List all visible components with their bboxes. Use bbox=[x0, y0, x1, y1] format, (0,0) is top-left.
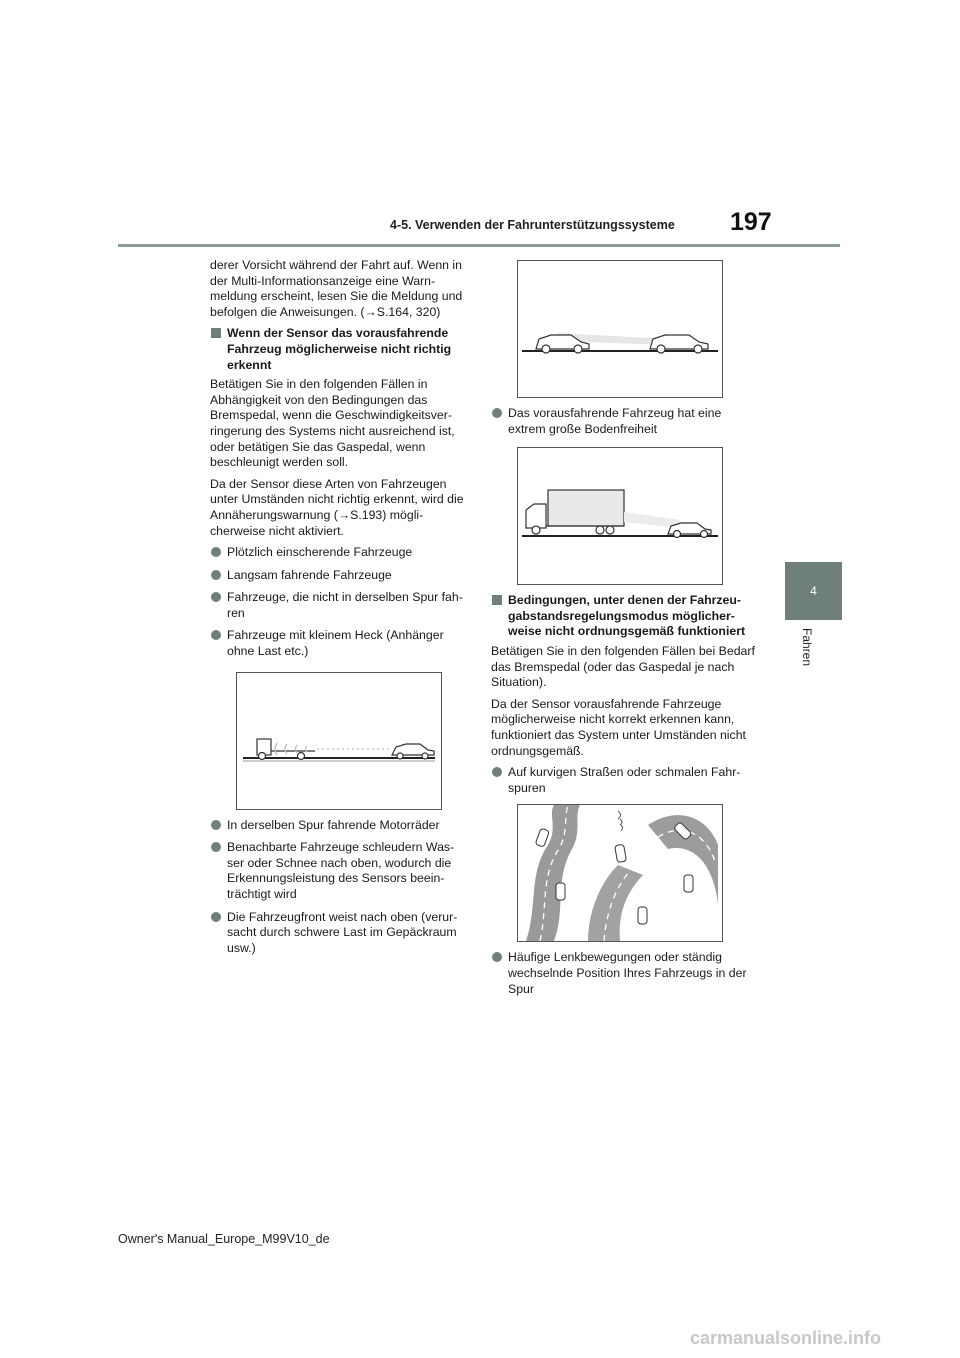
page-header-title: 4-5. Verwenden der Fahrunterstützungssysteme bbox=[390, 218, 675, 232]
bullet-icon bbox=[211, 547, 221, 557]
list-item bbox=[491, 765, 756, 796]
illustration-curves bbox=[517, 804, 723, 942]
list-item bbox=[210, 910, 468, 957]
paragraph: Betätigen Sie in den folgenden Fällen in Abhängigkeit von den Bedingungen das Bremspedal, wenn die Geschwindigkeitsver-ringerung des Systems nicht ausreichend ist, oder betätigen Sie das Gaspedal, wenn beschleunigt werden soll. bbox=[210, 377, 455, 470]
list-item-text: Häufige Lenkbewegungen oder ständig wechselnde Position Ihres Fahrzeugs in der Spur bbox=[508, 950, 747, 996]
bullet-icon bbox=[211, 570, 221, 580]
chapter-tab[interactable]: 4 bbox=[785, 562, 842, 620]
list-item bbox=[210, 628, 468, 659]
illustration-truck bbox=[517, 447, 723, 585]
bullet-icon bbox=[492, 408, 502, 418]
list-item-text: In derselben Spur fahrende Motorräder bbox=[227, 817, 440, 832]
left-column bbox=[210, 258, 468, 963]
paragraph: Da der Sensor vorausfahrende Fahrzeuge möglicherweise nicht korrekt erkennen kann, funktioniert das System unter Umständen nicht ordnungsgemäß. bbox=[491, 696, 746, 758]
header-rule bbox=[118, 244, 840, 247]
bullet-icon bbox=[211, 630, 221, 640]
section-heading-conditions bbox=[491, 593, 756, 640]
chapter-label-text: Fahren bbox=[800, 628, 814, 667]
intro-paragraph: derer Vorsicht während der Fahrt auf. Wenn in der Multi-Informationsanzeige eine Warn-meldung erscheint, lesen Sie die Meldung und befolgen die Anweisungen. (→S.164, 320) bbox=[210, 258, 463, 319]
list-item-text: Auf kurvigen Straßen oder schmalen Fahr-spuren bbox=[508, 765, 741, 795]
list-item-text: Langsam fahrende Fahrzeuge bbox=[227, 567, 392, 582]
list-item-text: Die Fahrzeugfront weist nach oben (verur-sacht durch schwere Last im Gepäckraum usw.) bbox=[227, 909, 458, 955]
section-title: Wenn der Sensor das vorausfahrende Fahrzeug möglicherweise nicht richtig erkennt bbox=[227, 326, 452, 372]
paragraph: Betätigen Sie in den folgenden Fällen bei Bedarf das Bremspedal (oder das Gaspedal je nach Situation). bbox=[491, 643, 755, 690]
bullet-icon bbox=[492, 767, 502, 777]
bullet-icon bbox=[211, 912, 221, 922]
bullet-icon bbox=[492, 952, 502, 962]
bullet-icon bbox=[211, 842, 221, 852]
list-item bbox=[210, 568, 468, 584]
square-bullet-icon bbox=[492, 595, 502, 605]
bullet-icon bbox=[211, 820, 221, 830]
list-item-text: Das vorausfahrende Fahrzeug hat eine extrem große Bodenfreiheit bbox=[508, 406, 722, 436]
page-number: 197 bbox=[730, 208, 772, 236]
paragraph: Da der Sensor diese Arten von Fahrzeugen unter Umständen nicht richtig erkennt, wird die Annäherungswarnung (→S.193) mögli-cherweise nicht aktiviert. bbox=[210, 476, 464, 538]
chapter-label bbox=[796, 628, 836, 688]
list-item-text: Benachbarte Fahrzeuge schleudern Was-ser oder Schnee nach oben, wodurch die Erkennungsleistung des Sensors beein-trächtigt wird bbox=[227, 840, 455, 902]
section-heading-sensor bbox=[210, 326, 468, 373]
right-column bbox=[491, 260, 756, 1004]
illustration-trailer bbox=[236, 672, 442, 810]
list-item-text: Plötzlich einscherende Fahrzeuge bbox=[227, 545, 413, 560]
list-item bbox=[210, 818, 468, 834]
list-item bbox=[210, 840, 468, 902]
list-item bbox=[210, 545, 468, 561]
list-item bbox=[210, 590, 468, 621]
bullet-icon bbox=[211, 592, 221, 602]
watermark: carmanualsonline.info bbox=[690, 1328, 882, 1348]
list-item bbox=[491, 406, 756, 437]
list-item-text: Fahrzeuge mit kleinem Heck (Anhänger ohne Last etc.) bbox=[227, 628, 444, 659]
footer-manual-name: Owner's Manual_Europe_M99V10_de bbox=[118, 1232, 330, 1246]
section-title: Bedingungen, unter denen der Fahrzeu-gabstandsregelungsmodus möglicher-weise nicht ordnungsgemäß funktioniert bbox=[508, 593, 746, 639]
illustration-ground-clearance bbox=[517, 260, 723, 398]
list-item-text: Fahrzeuge, die nicht in derselben Spur fah-ren bbox=[227, 590, 463, 620]
list-item bbox=[491, 950, 756, 997]
square-bullet-icon bbox=[211, 328, 221, 338]
